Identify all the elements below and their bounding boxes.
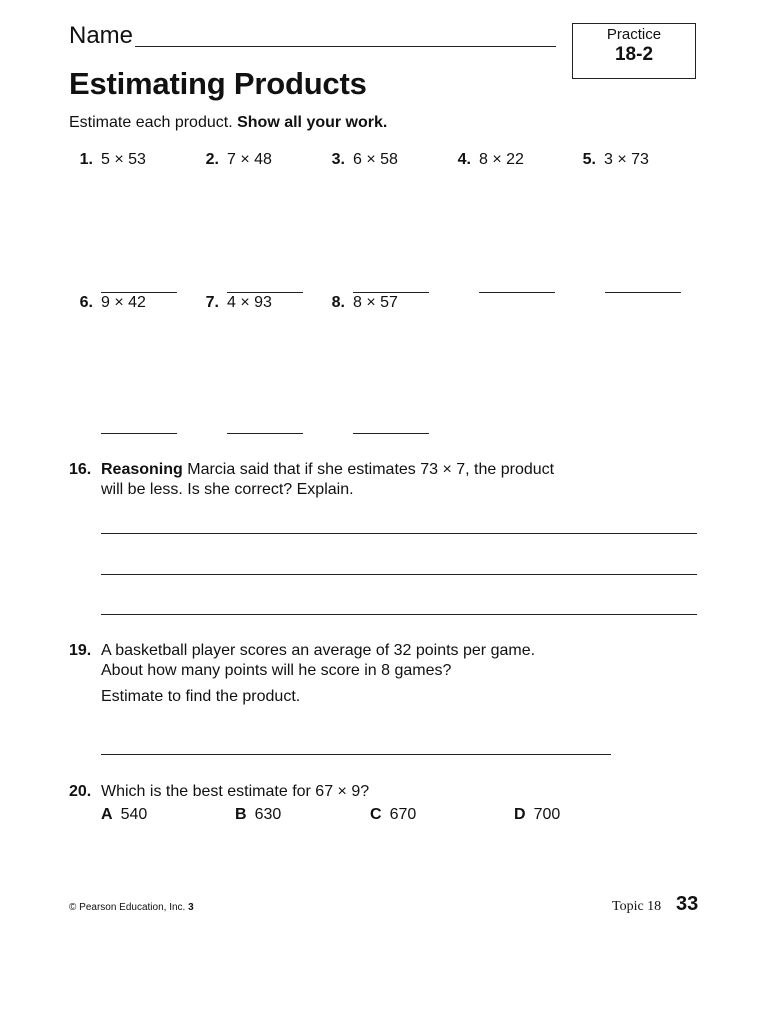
choice-c[interactable]	[370, 806, 416, 824]
instructions-bold: Show all your work.	[237, 114, 388, 131]
practice-badge	[572, 23, 696, 79]
answer-line-3[interactable]	[353, 292, 429, 293]
answer-line-1[interactable]	[101, 292, 177, 293]
explain-line-3[interactable]	[101, 614, 697, 615]
problem-6	[69, 294, 146, 312]
question-text	[101, 460, 554, 480]
question-line-2: will be less. Is she correct? Explain.	[101, 481, 354, 498]
practice-number: 18-2	[614, 44, 654, 65]
problem-2	[195, 151, 272, 169]
problem-expression: 6 × 58	[353, 151, 398, 168]
question-16	[69, 460, 709, 504]
answer-line-4[interactable]	[479, 292, 555, 293]
question-number: 20.	[69, 783, 92, 800]
problem-number: 1.	[79, 151, 93, 168]
explain-line-1[interactable]	[101, 533, 697, 534]
question-line-2: About how many points will he score in 8 games?	[101, 662, 452, 679]
problem-1	[69, 151, 146, 169]
problem-7	[195, 294, 272, 312]
question-line-1: Marcia said that if she estimates 73 × 7, the product	[182, 461, 555, 478]
choice-value: 670	[389, 806, 417, 823]
question-text: Which is the best estimate for 67 × 9?	[101, 783, 370, 800]
page-title: Estimating Products	[69, 66, 367, 101]
problem-number: 5.	[582, 151, 596, 168]
instructions-text: Estimate each product.	[69, 114, 238, 131]
choice-letter: C	[370, 806, 382, 823]
problem-number: 8.	[331, 294, 345, 311]
problem-expression: 3 × 73	[604, 151, 649, 168]
copyright	[69, 902, 194, 913]
choice-value: 630	[254, 806, 282, 823]
answer-line-6[interactable]	[101, 433, 177, 434]
question-number: 16.	[69, 461, 92, 478]
grade-number: 3	[188, 902, 194, 913]
choice-value: 700	[533, 806, 561, 823]
practice-label: Practice	[606, 26, 662, 43]
problem-expression: 8 × 22	[479, 151, 524, 168]
problem-3	[321, 151, 398, 169]
problem-8	[321, 294, 398, 312]
copyright-text: © Pearson Education, Inc.	[69, 902, 189, 913]
choice-letter: D	[514, 806, 526, 823]
answer-line-8[interactable]	[353, 433, 429, 434]
problem-expression: 7 × 48	[227, 151, 272, 168]
answer-line-19[interactable]	[101, 754, 611, 755]
question-line-1: A basketball player scores an average of 32 points per game.	[101, 642, 536, 659]
question-number: 19.	[69, 642, 92, 659]
question-keyword: Reasoning	[101, 461, 183, 478]
choice-b[interactable]	[235, 806, 281, 824]
choice-d[interactable]	[514, 806, 560, 824]
name-label: Name	[69, 22, 134, 49]
instructions	[69, 114, 387, 132]
answer-line-7[interactable]	[227, 433, 303, 434]
choice-value: 540	[120, 806, 148, 823]
choice-letter: B	[235, 806, 247, 823]
problem-number: 2.	[205, 151, 219, 168]
question-line-3: Estimate to find the product.	[101, 688, 301, 705]
answer-line-2[interactable]	[227, 292, 303, 293]
problem-number: 7.	[205, 294, 219, 311]
choice-letter: A	[101, 806, 113, 823]
answer-line-5[interactable]	[605, 292, 681, 293]
page-number: 33	[676, 893, 699, 915]
problem-4	[447, 151, 524, 169]
question-20	[69, 782, 709, 804]
problem-number: 6.	[79, 294, 93, 311]
problem-expression: 9 × 42	[101, 294, 146, 311]
question-19	[69, 641, 709, 711]
explain-line-2[interactable]	[101, 574, 697, 575]
problem-5	[572, 151, 649, 169]
problem-expression: 8 × 57	[353, 294, 398, 311]
topic-label: Topic 18	[612, 899, 662, 914]
problem-number: 3.	[331, 151, 345, 168]
problem-expression: 5 × 53	[101, 151, 146, 168]
problem-expression: 4 × 93	[227, 294, 272, 311]
choice-a[interactable]	[101, 806, 147, 824]
problem-number: 4.	[457, 151, 471, 168]
name-write-line[interactable]	[135, 46, 556, 47]
